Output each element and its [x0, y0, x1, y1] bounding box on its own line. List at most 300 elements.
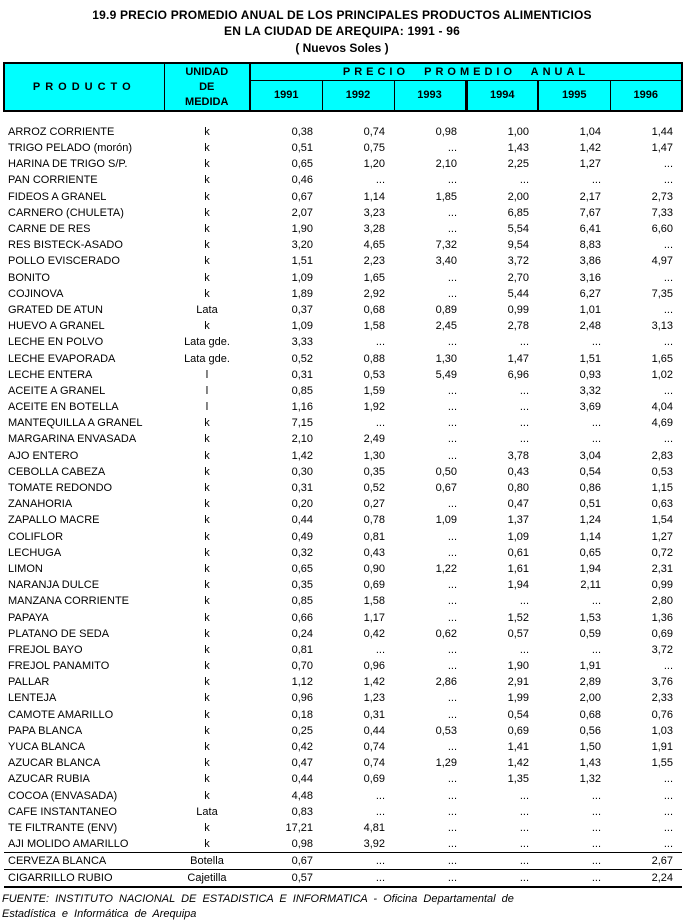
price-cell: 0,42 [291, 741, 313, 754]
price-cell: 0,72 [651, 546, 674, 559]
column-header-1994: 1994 [466, 80, 538, 111]
price-cell: 0,25 [291, 724, 313, 737]
price-cell: 0,46 [291, 174, 313, 187]
page-title-line2: EN LA CIUDAD DE AREQUIPA: 1991 - 96 [224, 24, 460, 38]
unit-cell: k [204, 223, 210, 236]
unit-cell: Cajetilla [164, 870, 250, 888]
price-cell: 1,65 [363, 271, 385, 284]
price-cell: 1,37 [507, 514, 529, 527]
product-name-cell: POLLO EVISCERADO [8, 255, 120, 268]
price-cell: 4,48 [291, 789, 313, 802]
product-name-cell: CIGARRILLO RUBIO [4, 870, 164, 888]
price-cell: 1,43 [507, 142, 529, 155]
product-name-cell: MARGARINA ENVASADA [8, 433, 137, 446]
price-cell: 2,92 [363, 287, 385, 300]
product-name-cell: ARROZ CORRIENTE [8, 126, 115, 138]
price-cell: 0,44 [291, 514, 313, 527]
table-row [4, 237, 682, 253]
product-name-cell: COCOA (ENVASADA) [8, 789, 118, 802]
unit-cell: Lata [196, 303, 218, 316]
table-row [4, 383, 682, 399]
price-cell: 1,90 [507, 660, 529, 673]
table-row [4, 189, 682, 205]
price-cell: 1,15 [651, 482, 674, 495]
product-name-cell: PLATANO DE SEDA [8, 627, 110, 640]
price-cell: 1,09 [435, 514, 457, 527]
price-cell: 0,43 [507, 465, 529, 478]
product-name-cell: MANTEQUILLA A GRANEL [8, 417, 143, 430]
unit-header-line2: DE [199, 80, 215, 93]
price-cell: 1,12 [291, 676, 313, 689]
table-row [4, 723, 682, 739]
price-cell: 2,31 [651, 562, 674, 575]
unit-header-line1: UNIDAD [185, 65, 229, 78]
price-cell: ... [591, 789, 601, 802]
price-cell: 2,80 [651, 595, 674, 608]
table-row [4, 545, 682, 561]
column-header-1991: 1991 [250, 80, 322, 111]
product-name-cell: MANZANA CORRIENTE [8, 595, 130, 608]
price-cell: 4,81 [363, 821, 385, 834]
price-cell: ... [322, 853, 394, 870]
source-line2: Estadística e Informática de Arequipa [2, 908, 197, 921]
product-name-cell: CEBOLLA CABEZA [8, 465, 106, 478]
unit-cell: k [204, 692, 210, 705]
price-cell: 0,86 [579, 482, 601, 495]
price-cell: 7,35 [651, 287, 674, 300]
price-cell: 1,32 [579, 773, 601, 786]
price-cell: 0,49 [291, 530, 313, 543]
price-cell: ... [519, 821, 529, 834]
table-row [4, 593, 682, 609]
price-cell: 0,68 [363, 303, 385, 316]
table-row [4, 302, 682, 318]
price-cell: ... [663, 821, 674, 834]
table-row [4, 836, 682, 853]
price-cell: ... [519, 336, 529, 349]
unit-cell: k [204, 627, 210, 640]
price-cell: ... [447, 336, 457, 349]
price-cell: ... [375, 336, 385, 349]
price-cell: ... [447, 174, 457, 187]
price-cell: ... [447, 142, 457, 155]
page-title-units: ( Nuevos Soles ) [295, 41, 389, 55]
table-row [4, 156, 682, 172]
price-cell: ... [447, 287, 457, 300]
price-cell: ... [466, 870, 538, 888]
unit-cell: k [204, 255, 210, 268]
price-cell: 0,80 [507, 482, 529, 495]
price-cell: ... [447, 660, 457, 673]
price-cell: 4,04 [651, 401, 674, 414]
price-cell: 0,96 [291, 692, 313, 705]
price-cell: 0,90 [363, 562, 385, 575]
price-cell: 1,47 [507, 352, 529, 365]
price-cell: 1,85 [435, 190, 457, 203]
price-cell: 1,14 [579, 530, 601, 543]
price-cell: 3,28 [363, 223, 385, 236]
price-cell: 0,69 [507, 724, 529, 737]
price-cell: 0,54 [579, 465, 601, 478]
price-cell: 1,42 [507, 757, 529, 770]
price-cell: 3,78 [507, 449, 529, 462]
unit-cell: k [204, 320, 210, 333]
table-row [4, 771, 682, 787]
table-row [4, 512, 682, 528]
unit-cell: k [204, 757, 210, 770]
price-cell: 2,10 [435, 158, 457, 171]
unit-cell: k [204, 611, 210, 624]
price-cell: 0,44 [291, 773, 313, 786]
price-cell: 0,31 [291, 368, 313, 381]
price-cell: 3,20 [291, 239, 313, 252]
table-row [4, 870, 682, 888]
page-title-line1: 19.9 PRECIO PROMEDIO ANUAL DE LOS PRINCIPALES PRODUCTOS ALIMENTICIOS [92, 8, 592, 22]
price-cell: 0,70 [291, 660, 313, 673]
product-name-cell: GRATED DE ATUN [8, 303, 103, 316]
price-cell: 3,13 [651, 320, 674, 333]
product-name-cell: TRIGO PELADO (morón) [8, 142, 133, 155]
price-cell: ... [663, 271, 674, 284]
price-cell: 3,72 [507, 255, 529, 268]
table-row [4, 674, 682, 690]
price-cell: 0,74 [363, 741, 385, 754]
product-name-cell: CARNERO (CHULETA) [8, 206, 124, 219]
price-cell: ... [447, 271, 457, 284]
price-cell: 0,31 [363, 708, 385, 721]
price-cell: 0,99 [651, 579, 674, 592]
product-name-cell: AZUCAR BLANCA [8, 757, 101, 770]
price-cell: 1,52 [507, 611, 529, 624]
price-cell: 1,00 [507, 126, 529, 138]
unit-cell: k [204, 433, 210, 446]
table-row [4, 253, 682, 269]
price-cell: 0,88 [363, 352, 385, 365]
price-cell: 0,35 [363, 465, 385, 478]
unit-cell: k [164, 836, 250, 853]
price-cell: 0,32 [291, 546, 313, 559]
price-cell: 1,51 [291, 255, 313, 268]
price-cell: 2,91 [507, 676, 529, 689]
price-cell: ... [591, 417, 601, 430]
price-cell: 0,59 [579, 627, 601, 640]
price-cell: 2,23 [363, 255, 385, 268]
price-cell: 0,52 [363, 482, 385, 495]
unit-cell: k [204, 158, 210, 171]
product-name-cell: RES BISTECK-ASADO [8, 239, 123, 252]
price-cell: 3,04 [579, 449, 601, 462]
price-cell: 0,67 [435, 482, 457, 495]
price-cell: 0,74 [363, 757, 385, 770]
product-name-cell: CERVEZA BLANCA [4, 853, 164, 870]
table-row [4, 367, 682, 383]
price-cell: 1,54 [651, 514, 674, 527]
price-cell: ... [466, 853, 538, 870]
price-cell: 0,85 [291, 384, 313, 397]
unit-cell: k [204, 741, 210, 754]
price-cell: ... [322, 870, 394, 888]
unit-cell: k [204, 676, 210, 689]
table-row [4, 496, 682, 512]
unit-cell: l [205, 384, 209, 397]
price-cell: ... [519, 401, 529, 414]
unit-cell: k [204, 821, 210, 834]
table-body [4, 111, 682, 887]
table-row [4, 286, 682, 302]
price-cell: 0,63 [651, 498, 674, 511]
price-table [3, 62, 683, 888]
price-cell: 1,65 [651, 352, 674, 365]
price-cell: ... [447, 498, 457, 511]
price-cell: ... [591, 595, 601, 608]
price-cell: 1,27 [651, 530, 674, 543]
unit-cell: k [204, 206, 210, 219]
unit-cell: k [204, 708, 210, 721]
price-cell: 1,24 [579, 514, 601, 527]
table-row [4, 464, 682, 480]
price-cell: 0,27 [363, 498, 385, 511]
table-header [4, 63, 682, 111]
unit-cell: Lata gde. [184, 336, 230, 349]
price-cell: ... [591, 433, 601, 446]
price-cell: ... [591, 174, 601, 187]
column-header-1993: 1993 [394, 80, 466, 111]
product-name-cell: LIMON [8, 562, 43, 575]
price-cell: 6,96 [507, 368, 529, 381]
price-cell: 3,32 [579, 384, 601, 397]
price-cell: 0,69 [651, 627, 674, 640]
table-row [4, 140, 682, 156]
product-name-cell: CAMOTE AMARILLO [8, 708, 114, 721]
price-cell: 0,81 [363, 530, 385, 543]
price-cell: ... [663, 174, 674, 187]
price-cell: ... [538, 836, 610, 853]
unit-cell: k [204, 126, 210, 138]
product-name-cell: HUEVO A GRANEL [8, 320, 105, 333]
price-cell: ... [663, 805, 674, 818]
price-cell: 0,56 [579, 724, 601, 737]
column-group-header-precio-promedio-anual: PRECIO PROMEDIO ANUAL [250, 63, 682, 80]
title-block [0, 0, 684, 57]
price-cell: 1,91 [579, 660, 601, 673]
price-cell: 6,60 [651, 223, 674, 236]
table-row [4, 707, 682, 723]
table-row [4, 448, 682, 464]
price-cell: ... [591, 821, 601, 834]
price-cell: 0,65 [291, 158, 313, 171]
price-cell: ... [663, 433, 674, 446]
price-cell: 5,49 [435, 368, 457, 381]
price-cell: 1,27 [579, 158, 601, 171]
price-cell: 2,73 [651, 190, 674, 203]
price-cell: 2,78 [507, 320, 529, 333]
table-row [4, 820, 682, 836]
price-cell: 0,96 [363, 660, 385, 673]
product-name-cell: FREJOL PANAMITO [8, 660, 110, 673]
price-cell: 1,91 [651, 741, 674, 754]
price-cell: ... [447, 417, 457, 430]
price-cell: 1,22 [435, 562, 457, 575]
product-name-cell: FIDEOS A GRANEL [8, 190, 107, 203]
price-cell: 0,83 [291, 805, 313, 818]
price-cell: ... [447, 611, 457, 624]
price-cell: 0,65 [579, 546, 601, 559]
price-cell: 2,24 [610, 870, 682, 888]
table-row [4, 788, 682, 804]
price-cell: 6,27 [579, 287, 601, 300]
price-cell: ... [447, 530, 457, 543]
price-cell: 1,51 [579, 352, 601, 365]
price-cell: 0,44 [363, 724, 385, 737]
price-cell: ... [663, 660, 674, 673]
unit-cell: l [205, 401, 209, 414]
price-cell: ... [591, 805, 601, 818]
price-cell: 1,01 [579, 303, 601, 316]
price-cell: 1,09 [291, 271, 313, 284]
price-cell: 1,99 [507, 692, 529, 705]
price-cell: 1,04 [579, 126, 601, 138]
unit-cell: l [205, 368, 209, 381]
price-cell: 0,53 [651, 465, 674, 478]
price-cell: 0,43 [363, 546, 385, 559]
price-cell: 0,53 [363, 368, 385, 381]
price-cell: 1,55 [651, 757, 674, 770]
product-name-cell: TOMATE REDONDO [8, 482, 113, 495]
price-cell: 2,07 [291, 206, 313, 219]
price-cell: 3,33 [291, 336, 313, 349]
price-cell: ... [447, 821, 457, 834]
product-name-cell: LECHE EVAPORADA [8, 352, 116, 365]
price-cell: 2,48 [579, 320, 601, 333]
price-cell: 0,98 [250, 836, 322, 853]
column-header-unit [164, 63, 250, 111]
price-cell: 2,11 [580, 579, 601, 592]
price-cell: 0,54 [507, 708, 529, 721]
product-name-cell: HARINA DE TRIGO S/P. [8, 158, 128, 171]
table-row [4, 270, 682, 286]
price-cell: 17,21 [285, 821, 313, 834]
product-name-cell: PAN CORRIENTE [8, 174, 98, 187]
price-cell: 3,76 [651, 676, 674, 689]
price-cell: 0,51 [579, 498, 601, 511]
unit-cell: k [204, 546, 210, 559]
product-name-cell: NARANJA DULCE [8, 579, 100, 592]
table-row [4, 561, 682, 577]
price-cell: 1,89 [291, 287, 313, 300]
price-cell: 1,58 [363, 320, 385, 333]
price-cell: 1,44 [651, 126, 674, 138]
table-row [4, 399, 682, 415]
price-cell: 1,53 [579, 611, 601, 624]
price-cell: 2,00 [507, 190, 529, 203]
price-cell: 1,90 [291, 223, 313, 236]
price-cell: 0,51 [291, 142, 313, 155]
table-row [4, 334, 682, 350]
price-cell: 7,67 [579, 206, 601, 219]
price-cell: 1,36 [651, 611, 674, 624]
price-cell: 0,67 [250, 853, 322, 870]
product-name-cell: YUCA BLANCA [8, 741, 86, 754]
unit-cell: k [204, 789, 210, 802]
price-cell: 0,68 [579, 708, 601, 721]
unit-cell: k [204, 595, 210, 608]
price-cell: 6,41 [579, 223, 601, 236]
unit-cell: k [204, 174, 210, 187]
column-header-1992: 1992 [322, 80, 394, 111]
price-cell: 0,98 [435, 126, 457, 138]
price-cell: 1,16 [291, 401, 313, 414]
price-cell: ... [663, 384, 674, 397]
price-cell: ... [538, 870, 610, 888]
column-header-product: PRODUCTO [4, 63, 164, 111]
price-cell: ... [447, 805, 457, 818]
product-name-cell: ACEITE EN BOTELLA [8, 401, 119, 414]
unit-cell: k [204, 449, 210, 462]
price-cell: ... [466, 836, 538, 853]
price-cell: ... [519, 174, 529, 187]
table-row [4, 804, 682, 820]
table-row [4, 350, 682, 366]
price-cell: 1,43 [579, 757, 601, 770]
price-cell: 0,30 [291, 465, 313, 478]
price-cell: ... [538, 853, 610, 870]
table-row [4, 853, 682, 870]
price-cell: 7,15 [291, 417, 313, 430]
price-cell: 0,93 [579, 368, 601, 381]
unit-cell: k [204, 417, 210, 430]
price-cell: 0,81 [291, 643, 313, 656]
price-cell: ... [447, 773, 457, 786]
price-cell: 0,31 [291, 482, 313, 495]
price-cell: ... [447, 401, 457, 414]
price-cell: 4,97 [651, 255, 674, 268]
product-name-cell: ZANAHORIA [8, 498, 73, 511]
price-cell: 0,38 [291, 126, 313, 138]
price-cell: ... [375, 805, 385, 818]
price-cell: 0,57 [507, 627, 529, 640]
column-header-1996: 1996 [610, 80, 682, 111]
price-cell: ... [447, 206, 457, 219]
price-cell: 1,20 [363, 158, 385, 171]
price-cell: 7,33 [651, 206, 674, 219]
unit-cell: k [204, 724, 210, 737]
table-row [4, 739, 682, 755]
product-name-cell: CARNE DE RES [8, 223, 91, 236]
unit-cell: Lata gde. [184, 352, 230, 365]
unit-cell: k [204, 271, 210, 284]
price-cell: 1,59 [363, 384, 385, 397]
price-cell: 0,47 [507, 498, 529, 511]
price-cell: 2,00 [579, 692, 601, 705]
product-name-cell: AJI MOLIDO AMARILLO [4, 836, 164, 853]
price-cell: 2,45 [435, 320, 457, 333]
table-row [4, 658, 682, 674]
unit-cell: k [204, 643, 210, 656]
unit-cell: k [204, 579, 210, 592]
price-cell: 0,99 [507, 303, 529, 316]
price-cell: ... [447, 384, 457, 397]
table-row [4, 529, 682, 545]
price-cell: 1,23 [363, 692, 385, 705]
price-cell: 0,57 [250, 870, 322, 888]
product-name-cell: COLIFLOR [8, 530, 64, 543]
table-row [4, 111, 682, 140]
price-cell: 7,32 [435, 239, 457, 252]
price-cell: 0,74 [363, 126, 385, 138]
price-cell: 5,44 [507, 287, 529, 300]
price-cell: 0,42 [363, 627, 385, 640]
price-cell: ... [519, 805, 529, 818]
